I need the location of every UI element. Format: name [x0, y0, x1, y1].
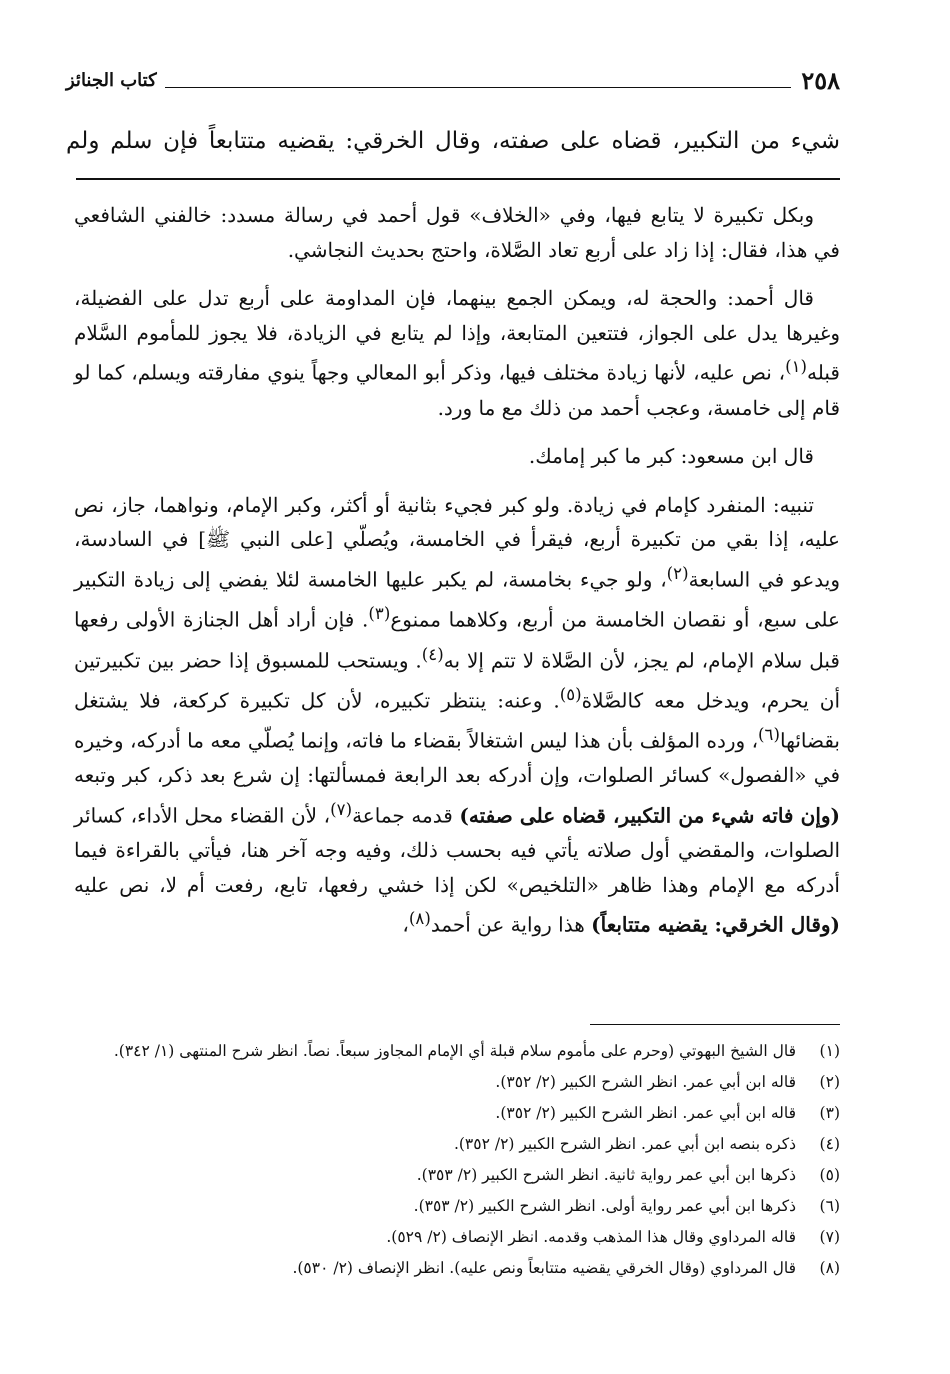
matn-text: شيء من التكبير، قضاه على صفته، وقال الخرقي: يقضيه متتابعاً فإن سلم ولم	[66, 128, 840, 154]
footnote-item	[74, 1222, 840, 1253]
footnote-ref[interactable]: (٥)	[559, 684, 582, 704]
text-segment: قدمه جماعة	[352, 803, 453, 828]
commentary-paragraph-3: قال ابن مسعود: كبر ما كبر إمامك.	[528, 444, 814, 469]
footnote-ref[interactable]: (٦)	[758, 725, 780, 744]
text-segment: ، لأن القضاء محل الأداء، كسائر الصلوات، والمقضي أول صلاته يأتي فيه بحسب ذلك، وفيه وجه آخر هنا، فيأتي بالقراءة فيما أدركه مع الإمام وهذا ظاهر «التلخيص» لكن إذا خشي رفعها، تابع، رفعت أم لا، نص عليه	[74, 803, 840, 897]
header-rule	[165, 87, 792, 88]
footnote-item	[74, 1067, 840, 1098]
footnote-ref[interactable]: (٤)	[421, 644, 444, 664]
commentary-body	[74, 198, 840, 943]
footnote-ref[interactable]: (٧)	[330, 799, 353, 819]
footnote-item	[74, 1036, 840, 1067]
footnote-text: ذكره بنصه ابن أبي عمر. انظر الشرح الكبير (٢/ ٣٥٢).	[453, 1135, 796, 1153]
footnote-number: (٥)	[819, 1166, 840, 1184]
text-segment: . ويستحب للمسبوق إذا حضر بين تكبيرتين أن يحرم، ويدخل معه كالصَّلاة	[74, 648, 840, 713]
text-segment: تنبيه: المنفرد كإمام في زيادة. ولو كبر فجيء بثانية أو أكثر، وكبر الإمام، ونواهما، جاز، نص عليه، إذا بقي من تكبيرة أربع، فيقرأ في الخامسة، ويُصلّي [على النبي ﷺ] في السادسة، ويدعو في السابعة	[74, 492, 840, 592]
running-header	[66, 60, 840, 100]
footnote-ref[interactable]: (١)	[785, 357, 808, 377]
commentary-paragraph-1: وبكل تكبيرة لا يتابع فيها، وفي «الخلاف» قول أحمد في رسالة مسدد: خالفني الشافعي في هذا، فقال: إذا زاد على أربع تعاد الصَّلاة، واحتج بحديث النجاشي.	[74, 203, 840, 262]
footnote-number: (٢)	[819, 1073, 840, 1091]
footnote-ref[interactable]: (٣)	[368, 604, 391, 624]
matn-separator	[76, 178, 840, 180]
text-segment: ، ولو جيء بخامسة، لم يكبر عليها الخامسة لئلا يفضي إلى زيادة التكبير على سبع، أو نقصان الخامسة من أربع، وكلاهما ممنوع	[74, 567, 840, 632]
text-segment: قال أحمد: والحجة له، ويمكن الجمع بينهما، فإن المداومة على أربع تدل على الفضيلة، وغيرها يدل على الجواز، فتتعين المتابعة، وإذا لم يتابع في الزيادة، فلا يجوز للمأموم السَّلام قبله	[74, 286, 840, 386]
text-segment: هذا رواية عن أحمد	[430, 912, 585, 937]
page-number: ٢٥٨	[801, 65, 840, 95]
text-segment: ، نص عليه، لأنها زيادة مختلف فيها، وذكر أبو المعالي وجهاً ينوي مفارقته ويسلم، كما لو قام إلى خامسة، وعجب أحمد من ذلك مع ما ورد.	[74, 361, 840, 420]
chapter-title: كتاب الجنائز	[66, 69, 157, 91]
footnote-text: قاله المرداوي وقال هذا المذهب وقدمه. انظر الإنصاف (٢/ ٥٢٩).	[386, 1228, 796, 1246]
footnote-ref[interactable]: (٢)	[666, 564, 689, 583]
footnote-number: (٣)	[819, 1104, 840, 1122]
footnote-number: (٤)	[819, 1135, 840, 1153]
footnote-number: (٦)	[819, 1197, 840, 1215]
footnote-text: ذكرها ابن أبي عمر رواية ثانية. انظر الشرح الكبير (٢/ ٣٥٣).	[416, 1166, 796, 1184]
footnote-separator	[590, 1024, 840, 1025]
quoted-matn: (وقال الخرقي: يقضيه متتابعاً)	[591, 912, 840, 937]
commentary-paragraph-4	[74, 488, 840, 943]
footnote-ref[interactable]: (٨)	[408, 909, 431, 929]
footnote-text: قال المرداوي (وقال الخرقي يقضيه متتابعاً ونص عليه). انظر الإنصاف (٢/ ٥٣٠).	[292, 1259, 796, 1277]
text-segment: ،	[402, 912, 409, 937]
footnote-text: قاله ابن أبي عمر. انظر الشرح الكبير (٢/ ٣٥٢).	[495, 1104, 796, 1122]
text-segment: . فإن أراد أهل الجنازة الأولى رفعها قبل سلام الإمام، لم يجز، لأن الصَّلاة لا تتم إلا به	[74, 607, 840, 673]
footnote-number: (٨)	[819, 1259, 840, 1277]
footnote-item	[74, 1098, 840, 1129]
footnote-item	[74, 1191, 840, 1222]
commentary-paragraph-2	[74, 281, 840, 425]
footnote-number: (١)	[819, 1042, 840, 1060]
quoted-matn: (وإن فاته شيء من التكبير، قضاه على صفته)	[459, 803, 841, 828]
footnote-item	[74, 1160, 840, 1191]
footnote-text: قال الشيخ البهوتي (وحرم على مأموم سلام قبلة أي الإمام المجاوز سبعاً. نصاً. انظر شرح المنتهى (١/ ٣٤٢).	[113, 1042, 796, 1060]
footnote-item	[74, 1129, 840, 1160]
footnote-number: (٧)	[819, 1228, 840, 1246]
footnote-text: ذكرها ابن أبي عمر رواية أولى. انظر الشرح الكبير (٢/ ٣٥٣).	[413, 1197, 796, 1215]
text-segment: ، ورده المؤلف بأن هذا ليس اشتغالاً بقضاء ما فاته، وإنما يُصلّي معه ما أدركه، وخيره في «الفصول» كسائر الصلوات، وإن أدركه بعد الرابعة فمسألتها: إن شرع بعد ذكر، كبر وتبعه	[74, 728, 840, 788]
footnote-text: قاله ابن أبي عمر. انظر الشرح الكبير (٢/ ٣٥٢).	[495, 1073, 796, 1091]
footnote-item	[74, 1253, 840, 1284]
text-segment: . وعنه: ينتظر تكبيره، لأن كل تكبيرة كركعة، فلا يشتغل بقضائها	[74, 688, 840, 753]
footnotes	[74, 1036, 840, 1284]
